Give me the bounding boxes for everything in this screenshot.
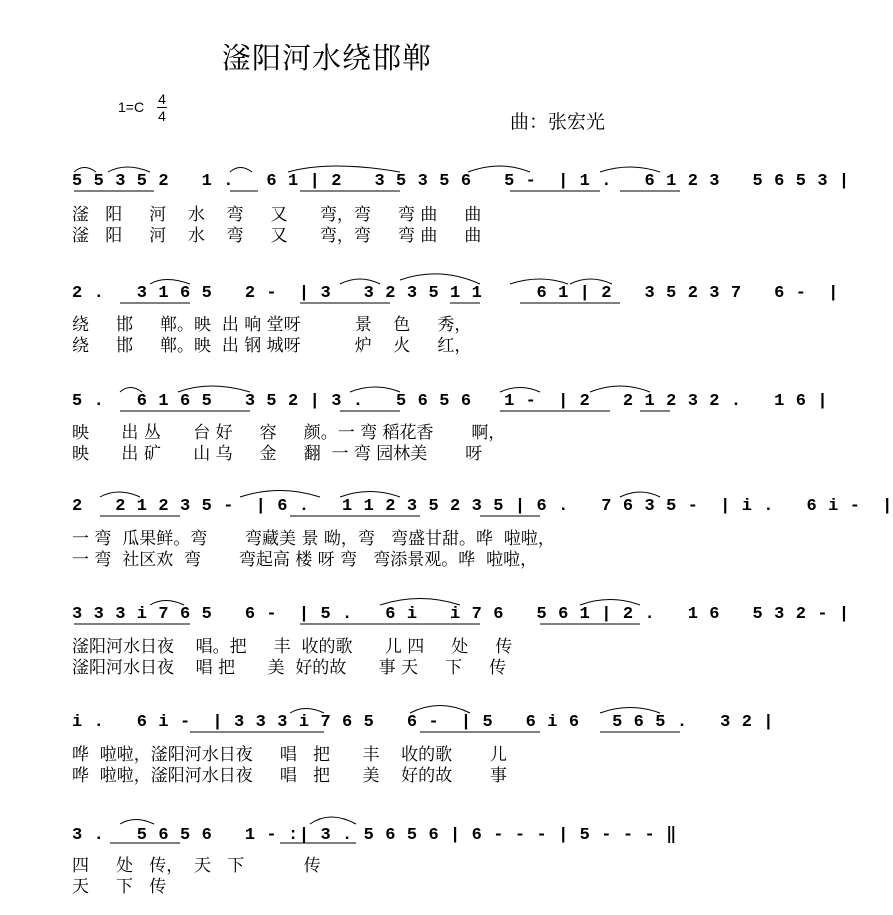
lyric-line-6-verse-2: 哗 啦啦，滏阳河水日夜 唱 把 美 好的故 事 xyxy=(72,766,507,786)
lyric-line-7-verse-2: 天 下 传 xyxy=(72,877,167,897)
notation-line-7: 3 . 5 6 5 6 1 - :| 3 . 5 6 5 6 | 6 - - - | 5 - - - ‖ xyxy=(72,826,677,845)
notation-line-6: i . 6 i - | 3 3 3 i 7 6 5 6 - | 5 6 i 6 5 6 5 . 3 2 | xyxy=(72,713,775,732)
composer-credit: 曲：张宏光 xyxy=(510,111,606,133)
notation-line-2: 2 . 3 1 6 5 2 - | 3 3 2 3 5 1 1 6 1 | 2 3 5 2 3 7 6 - | xyxy=(72,284,839,303)
slur-mark xyxy=(310,817,356,824)
lyric-line-3-verse-2: 映 出 矿 山 乌 金 翻 一 弯 园林美 呀 xyxy=(72,444,483,464)
slur-mark xyxy=(410,706,470,714)
lyric-line-5-verse-1: 滏阳河水日夜 唱。把 丰 收的歌 儿 四 处 传 xyxy=(72,637,513,657)
slur-mark xyxy=(400,274,480,284)
lyric-line-4-verse-2: 一 弯 社区欢 弯 弯起高 楼 呀 弯 弯添景观。哗 啦啦， xyxy=(72,550,538,570)
lyric-line-3-verse-1: 映 出 丛 台 好 容 颜。一 弯 稻花香 啊， xyxy=(72,423,506,443)
time-signature xyxy=(157,92,167,123)
notation-line-5: 3 3 3 i 7 6 5 6 - | 5 . 6 i i 7 6 5 6 1 | 2 . 1 6 5 3 2 - | xyxy=(72,605,850,624)
notation-line-1: 5 5 3 5 2 1 . 6 1 | 2 3 5 3 5 6 5 - | 1 . 6 1 2 3 5 6 5 3 | xyxy=(72,172,850,191)
time-signature-top: 4 xyxy=(158,91,166,107)
time-signature-bottom: 4 xyxy=(158,108,166,124)
lyric-line-7-verse-1: 四 处 传， 天 下 传 xyxy=(72,856,321,876)
lyric-line-2-verse-2: 绕 邯 郸。映 出 钢 城呀 炉 火 红， xyxy=(72,336,472,356)
lyric-line-1-verse-2: 滏 阳 河 水 弯 又 弯，弯 弯 曲 曲 xyxy=(72,226,482,246)
song-title: 滏阳河水绕邯郸 xyxy=(222,41,433,75)
notation-line-3: 5 . 6 1 6 5 3 5 2 | 3 . 5 6 5 6 1 - | 2 2 1 2 3 2 . 1 6 | xyxy=(72,392,829,411)
notation-line-4: 2 2 1 2 3 5 - | 6 . 1 1 2 3 5 2 3 5 | 6 . 7 6 3 5 - | i . 6 i - | xyxy=(72,497,893,516)
lyric-line-6-verse-1: 哗 啦啦，滏阳河水日夜 唱 把 丰 收的歌 儿 xyxy=(72,745,507,765)
lyric-line-5-verse-2: 滏阳河水日夜 唱 把 美 好的故 事 天 下 传 xyxy=(72,658,507,678)
lyric-line-1-verse-1: 滏 阳 河 水 弯 又 弯，弯 弯 曲 曲 xyxy=(72,205,482,225)
lyric-line-4-verse-1: 一 弯 瓜果鲜。弯 弯藏美 景 呦，弯 弯盛甘甜。哗 啦啦， xyxy=(72,529,555,549)
key-signature: 1=C xyxy=(118,99,145,115)
lyric-line-2-verse-1: 绕 邯 郸。映 出 响 堂呀 景 色 秀， xyxy=(72,315,472,335)
